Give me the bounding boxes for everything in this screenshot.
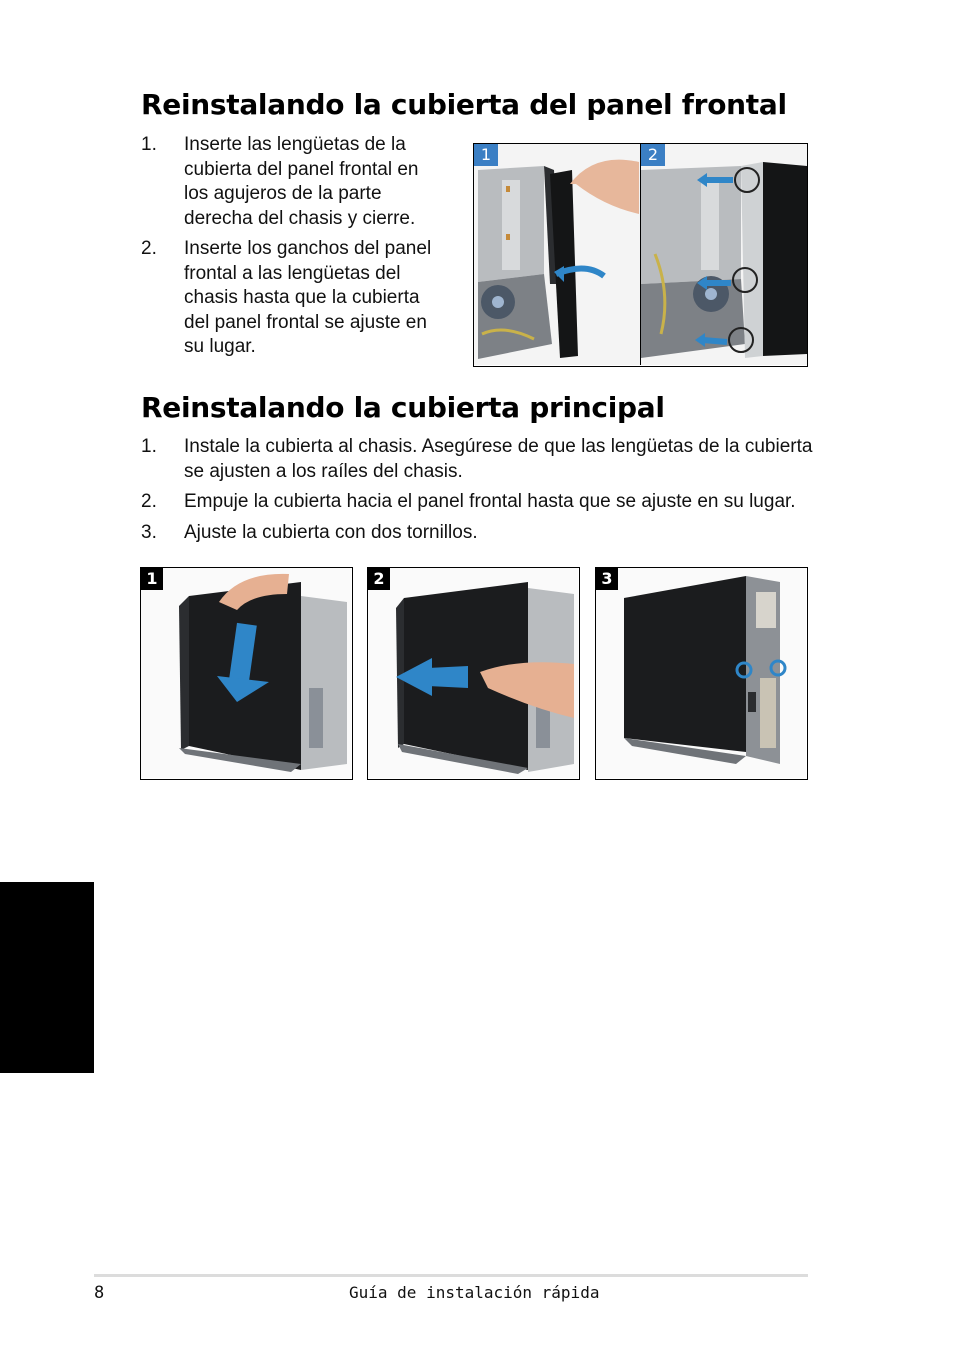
list-item [141, 237, 446, 360]
section-title-front-panel: Reinstalando la cubierta del panel frontal [141, 88, 787, 121]
step-number: 3. [141, 521, 157, 543]
list-item [141, 435, 821, 484]
figure-panel-2 [641, 144, 807, 365]
step-number: 2. [141, 238, 157, 259]
list-item [141, 521, 821, 546]
install-cover-photo [141, 568, 351, 778]
step-text: Instale la cubierta al chasis. Asegúrese de que las lengüetas de la cubierta se ajusten a los raíles del chasis. [184, 436, 813, 482]
main-cover-figure-2 [367, 567, 580, 780]
step-text: Empuje la cubierta hacia el panel frontal hasta que se ajuste en su lugar. [184, 491, 796, 512]
step-number: 1. [141, 436, 157, 457]
step-text: Inserte las lengüetas de la cubierta del panel frontal en los agujeros de la parte derecha del chasis y cierre. [184, 134, 419, 229]
figure-panel-1 [474, 144, 640, 365]
push-cover-photo [368, 568, 578, 778]
chassis-hooks-photo [641, 144, 807, 365]
figure-label: 2 [641, 144, 665, 166]
step-number: 2. [141, 491, 157, 512]
figure-label: 3 [596, 568, 618, 590]
front-panel-figure [473, 143, 808, 367]
main-cover-steps [141, 435, 821, 551]
step-text: Inserte los ganchos del panel frontal a las lengüetas del chasis hasta que la cubierta del panel frontal se ajuste en su lugar. [184, 238, 432, 357]
step-number: 1. [141, 134, 157, 155]
footer-title: Guía de instalación rápida [349, 1283, 600, 1302]
figure-label: 1 [474, 144, 498, 166]
main-cover-figure-1 [140, 567, 353, 780]
figure-label: 1 [141, 568, 163, 590]
section-title-main-cover: Reinstalando la cubierta principal [141, 391, 665, 424]
footer-rule [94, 1274, 808, 1277]
chassis-front-photo [474, 144, 640, 365]
page-number: 8 [94, 1283, 105, 1303]
screw-cover-photo [596, 568, 806, 778]
step-text: Ajuste la cubierta con dos tornillos. [184, 521, 478, 543]
list-item [141, 490, 821, 515]
figure-label: 2 [368, 568, 390, 590]
front-panel-steps [141, 133, 446, 366]
main-cover-figure-3 [595, 567, 808, 780]
section-side-tab [0, 882, 94, 1073]
list-item [141, 133, 446, 231]
